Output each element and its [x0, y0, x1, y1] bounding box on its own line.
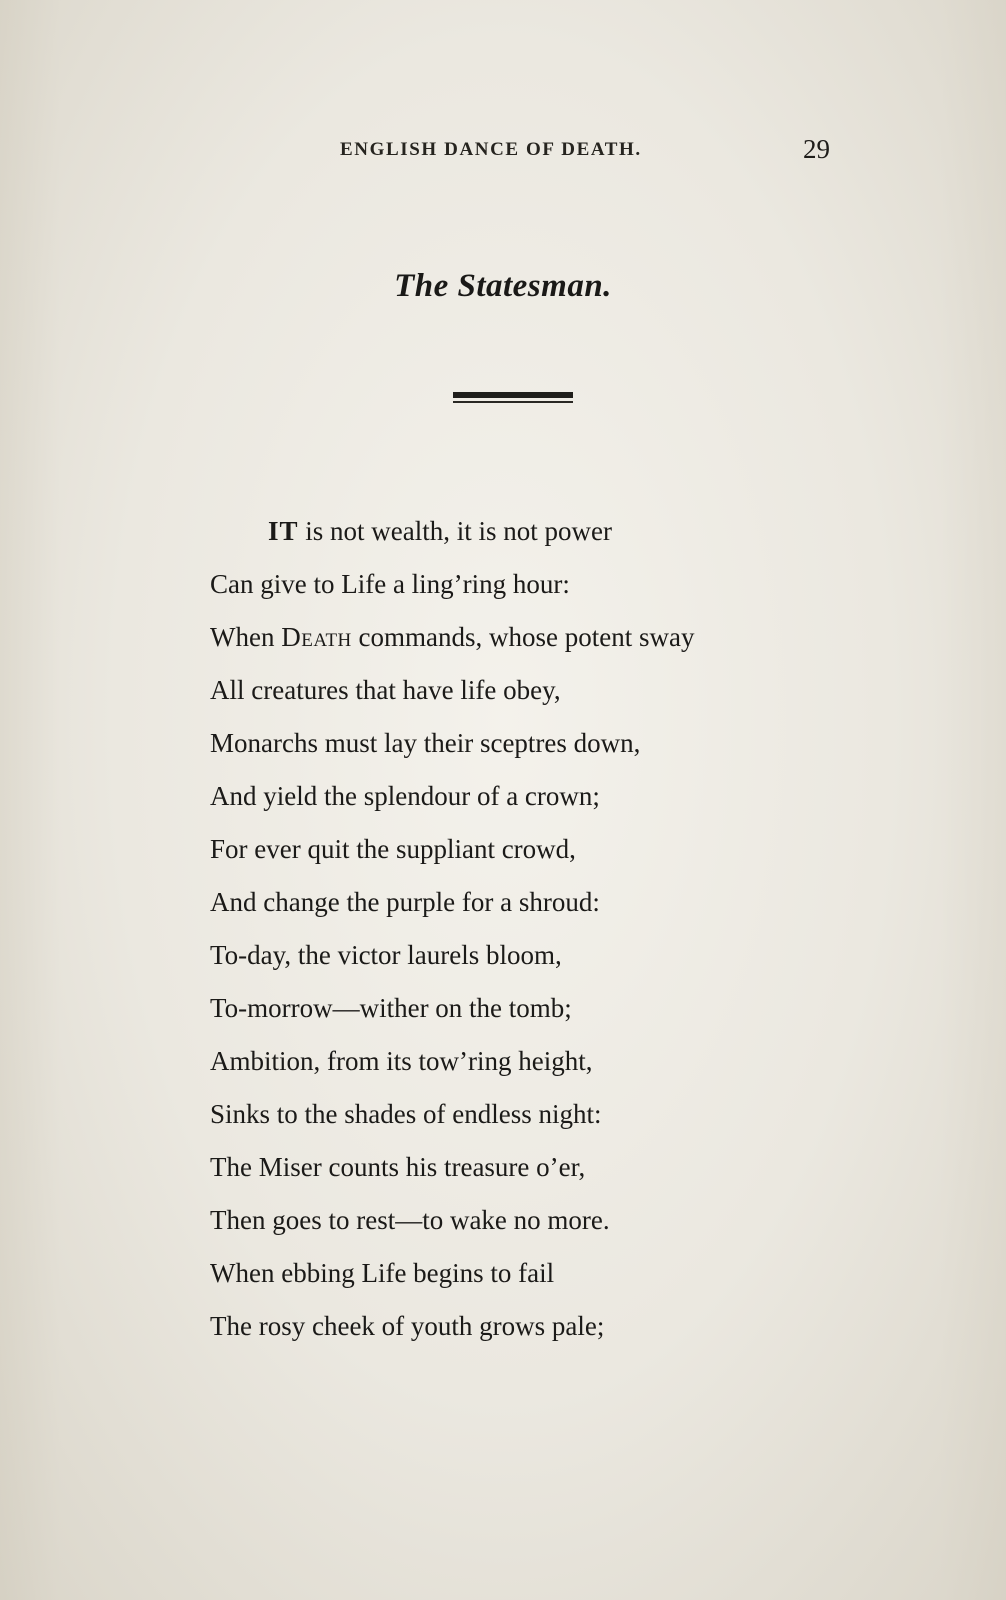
running-head — [340, 136, 830, 166]
verse-line-text: commands, whose potent sway — [351, 622, 695, 652]
drop-cap: IT — [268, 516, 299, 546]
verse-line: All creatures that have life obey, — [210, 675, 561, 705]
running-head-title: ENGLISH DANCE OF DEATH. — [340, 139, 642, 160]
verse-line: And yield the splendour of a crown; — [210, 781, 600, 811]
verse-line: And change the purple for a shroud: — [210, 887, 600, 917]
small-caps-death: Death — [281, 622, 352, 652]
page-number: 29 — [803, 134, 830, 164]
poem-title: The Statesman. — [394, 268, 612, 304]
verse-line: When ebbing Life begins to fail — [210, 1258, 555, 1288]
verse-line: To-day, the victor laurels bloom, — [210, 940, 562, 970]
verse-line: Monarchs must lay their sceptres down, — [210, 728, 641, 758]
verse-line — [210, 611, 850, 664]
verse-line: Sinks to the shades of endless night: — [210, 1099, 602, 1129]
verse-line: For ever quit the suppliant crowd, — [210, 834, 576, 864]
verse-line: To-morrow—wither on the tomb; — [210, 993, 572, 1023]
verse-line: Ambition, from its tow’ring height, — [210, 1046, 593, 1076]
divider-thin-line — [453, 401, 573, 403]
verse-line — [210, 505, 850, 558]
verse-line-text: When — [210, 622, 282, 652]
title-divider-rule — [453, 392, 573, 406]
verse-line-text: is not wealth, it is not power — [298, 516, 612, 546]
verse-line: Then goes to rest—to wake no more. — [210, 1205, 610, 1235]
divider-thick-line — [453, 392, 573, 398]
verse-line: The Miser counts his treasure o’er, — [210, 1152, 586, 1182]
verse-line: The rosy cheek of youth grows pale; — [210, 1311, 605, 1341]
poem-stanza — [210, 505, 850, 1353]
verse-line: Can give to Life a ling’ring hour: — [210, 569, 570, 599]
